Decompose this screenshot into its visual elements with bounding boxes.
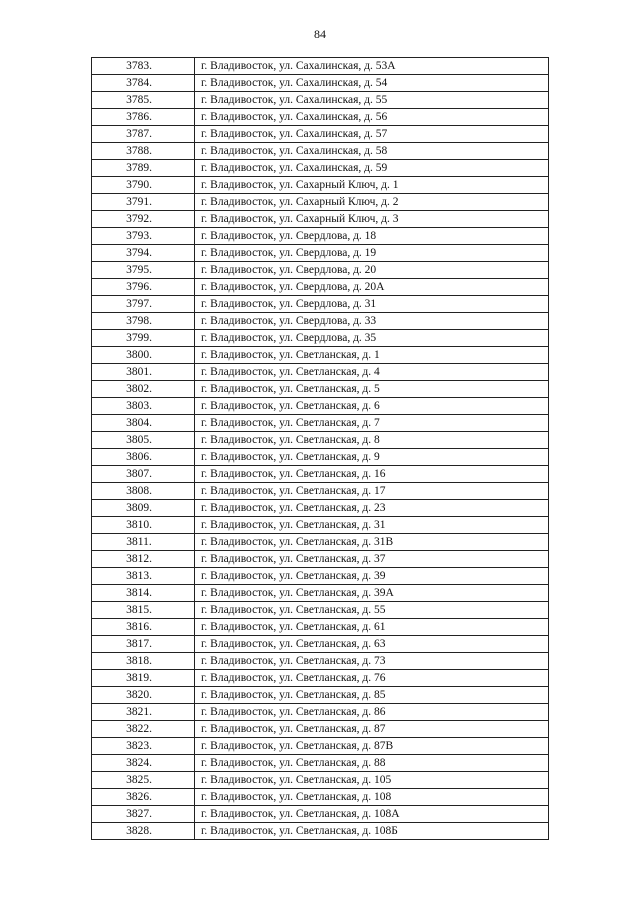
row-address: г. Владивосток, ул. Сахалинская, д. 56: [195, 109, 549, 126]
row-number: 3814.: [92, 585, 195, 602]
row-address: г. Владивосток, ул. Сахарный Ключ, д. 2: [195, 194, 549, 211]
table-row: [92, 670, 549, 687]
row-number: 3785.: [92, 92, 195, 109]
table-row: [92, 347, 549, 364]
table-row: [92, 75, 549, 92]
row-address: г. Владивосток, ул. Светланская, д. 8: [195, 432, 549, 449]
row-number: 3797.: [92, 296, 195, 313]
row-number: 3808.: [92, 483, 195, 500]
row-number: 3792.: [92, 211, 195, 228]
row-number: 3791.: [92, 194, 195, 211]
table-row: [92, 772, 549, 789]
row-address: г. Владивосток, ул. Сахалинская, д. 55: [195, 92, 549, 109]
table-row: [92, 296, 549, 313]
row-number: 3802.: [92, 381, 195, 398]
table-row: [92, 262, 549, 279]
table-row: [92, 585, 549, 602]
row-address: г. Владивосток, ул. Светланская, д. 1: [195, 347, 549, 364]
row-address: г. Владивосток, ул. Светланская, д. 39: [195, 568, 549, 585]
row-address: г. Владивосток, ул. Сахалинская, д. 53А: [195, 58, 549, 75]
table-row: [92, 653, 549, 670]
row-address: г. Владивосток, ул. Светланская, д. 31: [195, 517, 549, 534]
row-address: г. Владивосток, ул. Светланская, д. 76: [195, 670, 549, 687]
row-address: г. Владивосток, ул. Светланская, д. 9: [195, 449, 549, 466]
row-number: 3827.: [92, 806, 195, 823]
table-row: [92, 143, 549, 160]
row-address: г. Владивосток, ул. Свердлова, д. 35: [195, 330, 549, 347]
row-number: 3813.: [92, 568, 195, 585]
row-number: 3819.: [92, 670, 195, 687]
row-address: г. Владивосток, ул. Светланская, д. 4: [195, 364, 549, 381]
table-row: [92, 721, 549, 738]
table-row: [92, 58, 549, 75]
row-number: 3784.: [92, 75, 195, 92]
row-address: г. Владивосток, ул. Светланская, д. 6: [195, 398, 549, 415]
row-number: 3783.: [92, 58, 195, 75]
row-address: г. Владивосток, ул. Сахарный Ключ, д. 1: [195, 177, 549, 194]
table-row: [92, 381, 549, 398]
row-address: г. Владивосток, ул. Свердлова, д. 31: [195, 296, 549, 313]
row-number: 3790.: [92, 177, 195, 194]
table-row: [92, 432, 549, 449]
table-row: [92, 466, 549, 483]
table-row: [92, 687, 549, 704]
table-row: [92, 568, 549, 585]
table-row: [92, 228, 549, 245]
table-row: [92, 738, 549, 755]
table-row: [92, 245, 549, 262]
row-address: г. Владивосток, ул. Свердлова, д. 19: [195, 245, 549, 262]
row-number: 3823.: [92, 738, 195, 755]
row-address: г. Владивосток, ул. Светланская, д. 61: [195, 619, 549, 636]
table-row: [92, 789, 549, 806]
table-row: [92, 483, 549, 500]
row-number: 3801.: [92, 364, 195, 381]
row-number: 3804.: [92, 415, 195, 432]
row-number: 3815.: [92, 602, 195, 619]
row-number: 3825.: [92, 772, 195, 789]
row-address: г. Владивосток, ул. Светланская, д. 37: [195, 551, 549, 568]
table-row: [92, 126, 549, 143]
table-row: [92, 194, 549, 211]
row-number: 3793.: [92, 228, 195, 245]
row-address: г. Владивосток, ул. Светланская, д. 31В: [195, 534, 549, 551]
table-row: [92, 398, 549, 415]
page-number: 84: [314, 27, 326, 41]
table-row: [92, 755, 549, 772]
row-number: 3795.: [92, 262, 195, 279]
row-number: 3796.: [92, 279, 195, 296]
row-number: 3803.: [92, 398, 195, 415]
row-address: г. Владивосток, ул. Светланская, д. 5: [195, 381, 549, 398]
row-number: 3810.: [92, 517, 195, 534]
table-row: [92, 517, 549, 534]
row-number: 3806.: [92, 449, 195, 466]
row-number: 3812.: [92, 551, 195, 568]
table-row: [92, 500, 549, 517]
row-address: г. Владивосток, ул. Светланская, д. 88: [195, 755, 549, 772]
row-number: 3805.: [92, 432, 195, 449]
row-number: 3789.: [92, 160, 195, 177]
address-table-body: [92, 58, 549, 840]
table-row: [92, 177, 549, 194]
row-address: г. Владивосток, ул. Свердлова, д. 20: [195, 262, 549, 279]
table-row: [92, 636, 549, 653]
row-address: г. Владивосток, ул. Сахалинская, д. 54: [195, 75, 549, 92]
row-address: г. Владивосток, ул. Светланская, д. 87: [195, 721, 549, 738]
row-number: 3799.: [92, 330, 195, 347]
row-address: г. Владивосток, ул. Светланская, д. 16: [195, 466, 549, 483]
row-address: г. Владивосток, ул. Светланская, д. 55: [195, 602, 549, 619]
table-row: [92, 602, 549, 619]
table-row: [92, 364, 549, 381]
row-number: 3809.: [92, 500, 195, 517]
table-row: [92, 449, 549, 466]
row-address: г. Владивосток, ул. Свердлова, д. 20А: [195, 279, 549, 296]
row-address: г. Владивосток, ул. Сахалинская, д. 57: [195, 126, 549, 143]
table-row: [92, 823, 549, 840]
row-address: г. Владивосток, ул. Светланская, д. 73: [195, 653, 549, 670]
row-number: 3817.: [92, 636, 195, 653]
table-row: [92, 211, 549, 228]
table-row: [92, 330, 549, 347]
row-address: г. Владивосток, ул. Светланская, д. 23: [195, 500, 549, 517]
row-address: г. Владивосток, ул. Светланская, д. 7: [195, 415, 549, 432]
row-number: 3798.: [92, 313, 195, 330]
row-number: 3811.: [92, 534, 195, 551]
row-number: 3821.: [92, 704, 195, 721]
row-address: г. Владивосток, ул. Сахалинская, д. 58: [195, 143, 549, 160]
row-number: 3807.: [92, 466, 195, 483]
row-address: г. Владивосток, ул. Светланская, д. 17: [195, 483, 549, 500]
row-address: г. Владивосток, ул. Светланская, д. 39А: [195, 585, 549, 602]
table-row: [92, 806, 549, 823]
row-address: г. Владивосток, ул. Светланская, д. 108: [195, 789, 549, 806]
table-row: [92, 92, 549, 109]
row-number: 3822.: [92, 721, 195, 738]
table-row: [92, 160, 549, 177]
row-number: 3826.: [92, 789, 195, 806]
row-number: 3816.: [92, 619, 195, 636]
address-table: [91, 57, 549, 840]
table-row: [92, 109, 549, 126]
row-number: 3788.: [92, 143, 195, 160]
row-address: г. Владивосток, ул. Светланская, д. 86: [195, 704, 549, 721]
row-number: 3786.: [92, 109, 195, 126]
row-address: г. Владивосток, ул. Светланская, д. 85: [195, 687, 549, 704]
row-number: 3794.: [92, 245, 195, 262]
row-address: г. Владивосток, ул. Свердлова, д. 18: [195, 228, 549, 245]
row-address: г. Владивосток, ул. Светланская, д. 108Б: [195, 823, 549, 840]
row-address: г. Владивосток, ул. Светланская, д. 105: [195, 772, 549, 789]
table-row: [92, 279, 549, 296]
row-address: г. Владивосток, ул. Свердлова, д. 33: [195, 313, 549, 330]
table-row: [92, 704, 549, 721]
table-row: [92, 551, 549, 568]
row-number: 3828.: [92, 823, 195, 840]
row-number: 3787.: [92, 126, 195, 143]
table-row: [92, 313, 549, 330]
table-row: [92, 534, 549, 551]
table-row: [92, 619, 549, 636]
table-row: [92, 415, 549, 432]
row-number: 3800.: [92, 347, 195, 364]
row-number: 3820.: [92, 687, 195, 704]
row-number: 3818.: [92, 653, 195, 670]
row-address: г. Владивосток, ул. Светланская, д. 108А: [195, 806, 549, 823]
row-address: г. Владивосток, ул. Сахалинская, д. 59: [195, 160, 549, 177]
row-number: 3824.: [92, 755, 195, 772]
row-address: г. Владивосток, ул. Светланская, д. 87В: [195, 738, 549, 755]
row-address: г. Владивосток, ул. Сахарный Ключ, д. 3: [195, 211, 549, 228]
row-address: г. Владивосток, ул. Светланская, д. 63: [195, 636, 549, 653]
